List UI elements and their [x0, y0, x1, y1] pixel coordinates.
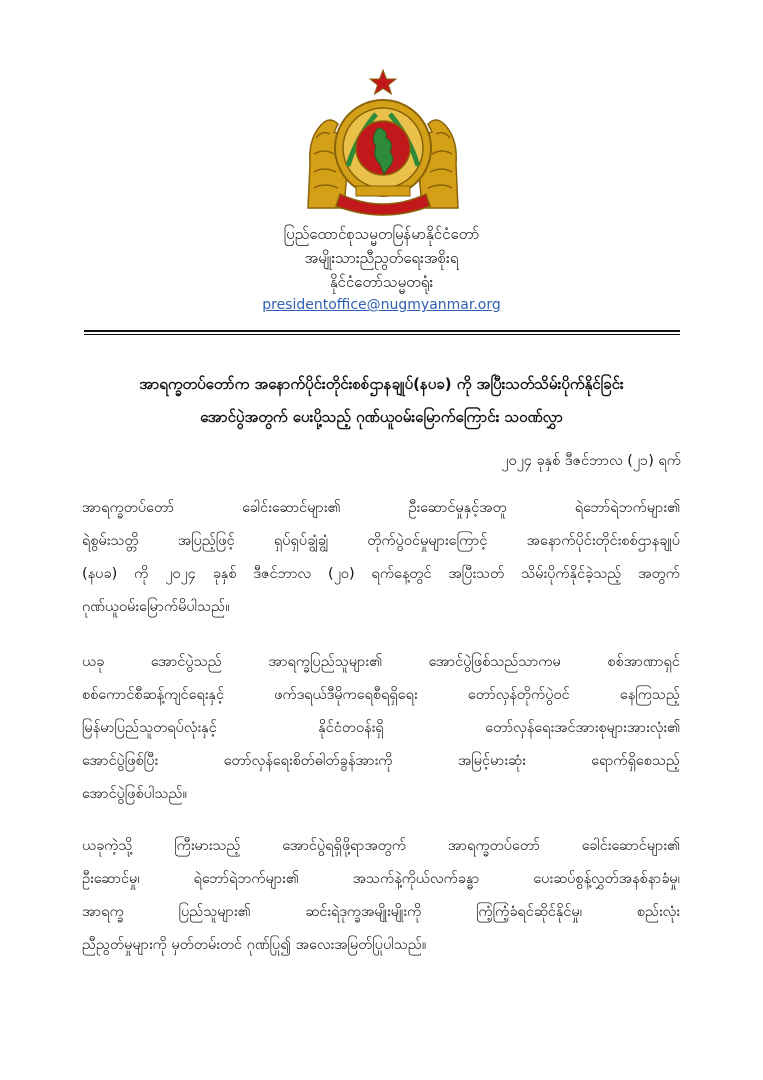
paragraph-line — [82, 646, 680, 679]
word: တော်လှန်ရေးစိတ်ဓါတ်ခွန်အားကို — [223, 753, 393, 769]
paragraph-2 — [82, 646, 680, 811]
org-name-line-1: ပြည်ထောင်စုသမ္မတမြန်မာနိုင်ငံတော် — [283, 225, 480, 243]
paragraph-line: အောင်ပွဲဖြစ်ပါသည်။ — [82, 786, 187, 802]
word: နိုင်ငံတဝန်းရှိ — [318, 720, 384, 736]
word: အာရက္ခပြည်သူများ၏ — [268, 654, 382, 670]
paragraph-line — [82, 558, 680, 591]
word: ကို — [134, 566, 149, 582]
word: အမြင့်မားဆုံး — [458, 753, 526, 769]
paragraph-1 — [82, 492, 680, 624]
org-name-line-3: နိုင်ငံတော်သမ္မတရုံး — [329, 273, 434, 291]
word: ဦးဆောင်မှု၊ — [82, 871, 140, 887]
word: ၂၀၂၄ — [165, 566, 196, 582]
paragraph-line — [82, 712, 680, 745]
word: ရက်နေ့တွင် — [371, 566, 432, 582]
word: အာရက္ခတပ်တော် — [82, 500, 175, 516]
header-divider-thick — [84, 330, 680, 332]
word: ခေါင်းဆောင်များ၏ — [581, 838, 680, 854]
title-line-1: အာရက္ခတပ်တော်က အနောက်ပိုင်းတိုင်းစစ်ဌာနချုပ်(နပခ) ကို အပြီးသတ်သိမ်းပိုက်နိုင်ခြင်း — [139, 375, 624, 393]
word: ရောက်ရှိစေသည့် — [591, 753, 680, 769]
word: ဒီဇင်ဘာလ — [253, 566, 312, 582]
word: ပြည်သူများ၏ — [178, 904, 251, 920]
word: ခေါင်းဆောင်များ၏ — [242, 500, 341, 516]
word: အောင်ပွဲသည် — [150, 654, 222, 670]
word: အပြီးသတ် — [448, 566, 505, 582]
document-date: ၂၀၂၄ ခုနှစ် ဒီဇင်ဘာလ (၂၁) ရက် — [501, 453, 681, 469]
word: ယခုကဲ့သို့ — [82, 838, 133, 854]
word: တိုက်ပွဲဝင်မှုများကြောင့် — [367, 533, 488, 549]
word: ရဲဘော်ရဲဘက်များ၏ — [574, 500, 680, 516]
paragraph-line — [82, 863, 680, 896]
word: ဆင်းရဲဒုက္ခအမျိုးမျိုးကို — [305, 904, 422, 920]
word: အောင်ပွဲဖြစ်သည်သာကမ — [428, 654, 561, 670]
paragraph-line — [82, 896, 680, 929]
word: အနောက်ပိုင်းတိုင်းစစ်ဌာနချုပ် — [526, 533, 680, 549]
paragraph-line: ဂုဏ်ယူဝမ်းမြောက်မိပါသည်။ — [82, 599, 230, 615]
word: စစ်ကောင်စီဆန့်ကျင်ရေးနှင့် — [82, 687, 224, 703]
paragraph-line — [82, 679, 680, 712]
word: အတွက် — [638, 566, 680, 582]
word: အာရက္ခ — [82, 904, 124, 920]
word: ဖက်ဒရယ်ဒီမိုကရေစီရရှိရေး — [274, 687, 418, 703]
document-title — [60, 368, 703, 434]
word: နေကြသည့် — [619, 687, 680, 703]
word: အောင်ပွဲရရှိဖို့ရာအတွက် — [282, 838, 407, 854]
paragraph-line: ညီညွတ်မှုများကို မှတ်တမ်းတင် ဂုဏ်ပြု၍ အလေးအမြတ်ပြုပါသည်။ — [82, 937, 427, 953]
word: (၂၀) — [328, 566, 355, 582]
letterhead — [0, 222, 763, 316]
word: သိမ်းပိုက်နိုင်ခဲ့သည့် — [521, 566, 622, 582]
org-name-line-2: အမျိုးသားညီညွတ်ရေးအစိုးရ — [304, 249, 459, 267]
paragraph-line — [82, 745, 680, 778]
word: ယခု — [82, 654, 105, 670]
email-link[interactable]: presidentoffice@nugmyanmar.org — [262, 297, 501, 313]
word: အာရက္ခတပ်တော် — [447, 838, 540, 854]
word: တော်လှန်တိုက်ပွဲဝင် — [467, 687, 570, 703]
paragraph-line — [82, 525, 680, 558]
word: အသက်နဲ့ကိုယ်လက်ခန္ဓာ — [352, 871, 480, 887]
word: ရဲဘော်ရဲဘက်များ၏ — [193, 871, 299, 887]
word: အောင်ပွဲဖြစ်ပြီး — [82, 753, 159, 769]
word: မြန်မာပြည်သူတရပ်လုံးနှင့် — [82, 720, 217, 736]
word: ရဲစွမ်းသတ္တိ — [82, 533, 139, 549]
word: စည်းလုံး — [636, 904, 680, 920]
word: ကြံ့ကြံ့ခံရင်ဆိုင်နိုင်မှု၊ — [476, 904, 583, 920]
word: ရှပ်ရှပ်ချွံချွံ — [273, 533, 329, 549]
word: အပြည့်ဖြင့် — [177, 533, 235, 549]
header-divider-thin — [84, 334, 680, 335]
paragraph-line — [82, 830, 680, 863]
paragraph-3 — [82, 830, 680, 962]
word: ပေးဆပ်စွန့်လွှတ်အနစ်နာခံမှု၊ — [533, 871, 680, 887]
word: တော်လှန်ရေးအင်အားစုများအားလုံး၏ — [485, 720, 680, 736]
paragraph-line — [82, 492, 680, 525]
word: (နပခ) — [82, 566, 118, 582]
state-emblem-seal — [300, 68, 466, 218]
word: စစ်အာဏာရှင် — [607, 654, 680, 670]
word: ခုနှစ် — [212, 566, 237, 582]
word: ဦးဆောင်မှုနှင့်အတူ — [408, 500, 507, 516]
title-line-2: အောင်ပွဲအတွက် ပေးပို့သည့် ဂုဏ်ယူဝမ်းမြောက်ကြောင်း သဝဏ်လွှာ — [200, 408, 563, 426]
word: ကြီးမားသည့် — [174, 838, 241, 854]
